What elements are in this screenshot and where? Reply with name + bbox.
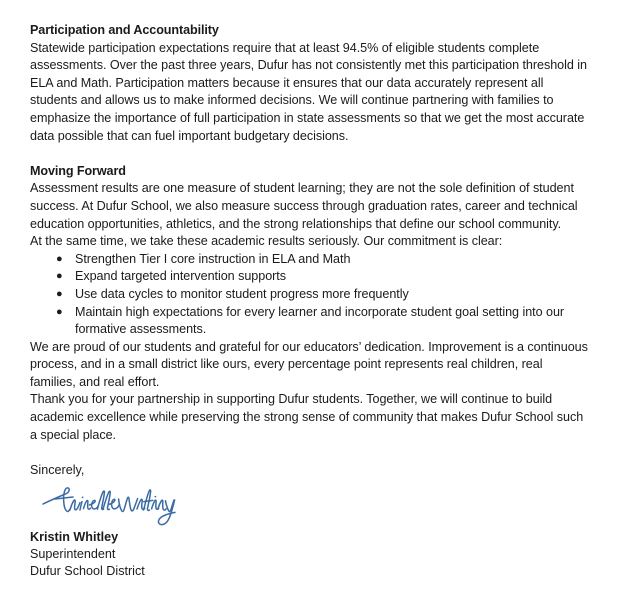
list-item-label: Strengthen Tier I core instruction in ELA and Math	[75, 251, 351, 266]
commitment-bullet-list	[30, 251, 588, 339]
closing-paragraph-1: We are proud of our students and grateful for our educators’ dedication. Improvement is a continuous process, and in a small district like ours, every percentage point represents real children, real families, and real effort.	[30, 339, 588, 389]
list-item-label: Use data cycles to monitor student progress more frequently	[75, 286, 409, 301]
list-item-label: Expand targeted intervention supports	[75, 269, 286, 284]
signer-organization: Dufur School District	[30, 564, 145, 579]
bullet-icon: ●	[56, 252, 63, 265]
list-item	[30, 268, 588, 286]
signer-title: Superintendent	[30, 547, 116, 562]
salutation-closing: Sincerely,	[30, 463, 85, 478]
closing-paragraph-2: Thank you for your partnership in supporting Dufur students. Together, we will continue to build academic excellence while preserving the strong sense of community that makes Dufur School such a special place.	[30, 392, 584, 442]
list-item	[30, 251, 588, 269]
signer-name: Kristin Whitley	[30, 529, 119, 544]
list-item-label: Maintain high expectations for every learner and incorporate student goal setting into our formative assessments.	[75, 304, 565, 337]
section-body-moving-forward: Assessment results are one measure of student learning; they are not the sole definition of student success. At Dufur School, we also measure success through graduation rates, career and technical education opportunities, athletics, and the strong relationships that define our school community.	[30, 181, 578, 231]
section-heading-moving-forward: Moving Forward	[30, 163, 126, 178]
bullet-icon: ●	[56, 305, 63, 318]
section-heading-participation: Participation and Accountability	[30, 23, 219, 37]
section-spacer	[30, 145, 588, 163]
section-body-participation: Statewide participation expectations require that at least 94.5% of eligible students complete assessments. Over the past three years, Dufur has not consistently met this participation threshold in ELA and Math. Participation matters because it ensures that our data accurately represent all students and allows us to make informed decisions. We will continue partnering with families to emphasize the importance of full participation in state assessments so that we get the most accurate data possible that can fuel important budgetary decisions.	[30, 40, 587, 143]
bullet-icon: ●	[56, 287, 63, 300]
signature-image	[30, 480, 588, 529]
commitment-intro: At the same time, we take these academic results seriously. Our commitment is clear:	[30, 234, 503, 249]
list-item	[30, 304, 588, 339]
list-item	[30, 286, 588, 304]
bullet-icon: ●	[56, 270, 63, 283]
